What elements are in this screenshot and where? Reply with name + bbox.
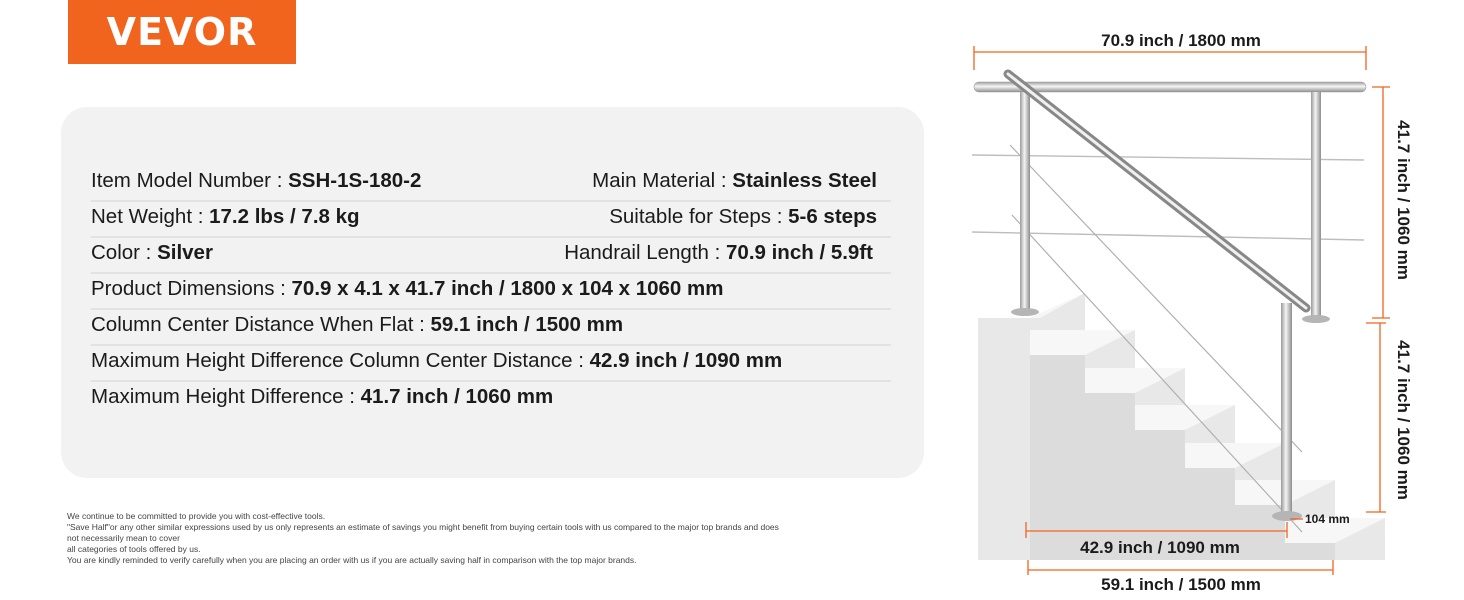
logo-text: VEVOR [106,10,258,54]
main-material-value: Stainless Steel [732,169,877,192]
disclaimer-line: You are kindly reminded to verify carefully when you are placing an order with us if you are actually saving half in comparison with the top major brands. [67,555,637,565]
steps-label: Suitable for Steps : [609,205,789,228]
upper-height-label: 41.7 inch / 1060 mm [1394,120,1413,280]
net-weight-value: 17.2 lbs / 7.8 kg [209,205,360,228]
spec-row-4 [91,272,891,310]
disclaimer-line: "Save Half"or any other similar expressions used by us only represents an estimate of savings you might benefit from buying certain tools with us compared to the major top brands and does [67,522,779,532]
spec-row-3 [91,236,891,274]
spec-row-5 [91,308,891,346]
dimensions-label: Product Dimensions : [91,277,292,300]
max-height-diff-value: 41.7 inch / 1060 mm [360,385,554,408]
steps-value: 5-6 steps [788,205,877,228]
disclaimer [67,511,847,566]
lower-height-label: 41.7 inch / 1060 mm [1394,340,1413,500]
color-label: Color : [91,241,158,264]
disclaimer-line: We continue to be committed to provide you with cost-effective tools. [67,511,326,521]
item-model-value: SSH-1S-180-2 [288,169,422,192]
net-weight-label: Net Weight : [91,205,210,228]
handrail-length-label: Handrail Length : [564,241,727,264]
disclaimer-line: not necessarily mean to cover [67,533,180,543]
top-width-label: 70.9 inch / 1800 mm [1101,31,1261,50]
handrail-diagram [960,0,1464,600]
spec-row-6 [91,344,891,382]
main-material-label: Main Material : [592,169,733,192]
spec-row-1 [91,164,891,202]
handrail-length-value: 70.9 inch / 5.9ft [726,241,873,264]
spec-card [61,107,924,478]
column-flat-label: Column Center Distance When Flat : [91,313,431,336]
column-height-diff-value: 42.9 inch / 1090 mm [589,349,783,372]
color-value: Silver [157,241,213,264]
disclaimer-line: all categories of tools offered by us. [67,544,201,554]
bottom-width-label: 59.1 inch / 1500 mm [1101,575,1261,594]
dimensions-value: 70.9 x 4.1 x 41.7 inch / 1800 x 104 x 1060 mm [291,277,724,300]
spec-row-2 [91,200,891,238]
max-height-diff-label: Maximum Height Difference : [91,385,361,408]
spec-row-7 [91,380,891,416]
vevor-logo [68,0,296,64]
item-model-label: Item Model Number : [91,169,289,192]
base-width-label: 104 mm [1305,512,1350,526]
inner-width-label: 42.9 inch / 1090 mm [1080,538,1240,557]
column-flat-value: 59.1 inch / 1500 mm [430,313,624,336]
column-height-diff-label: Maximum Height Difference Column Center Distance : [91,349,590,372]
